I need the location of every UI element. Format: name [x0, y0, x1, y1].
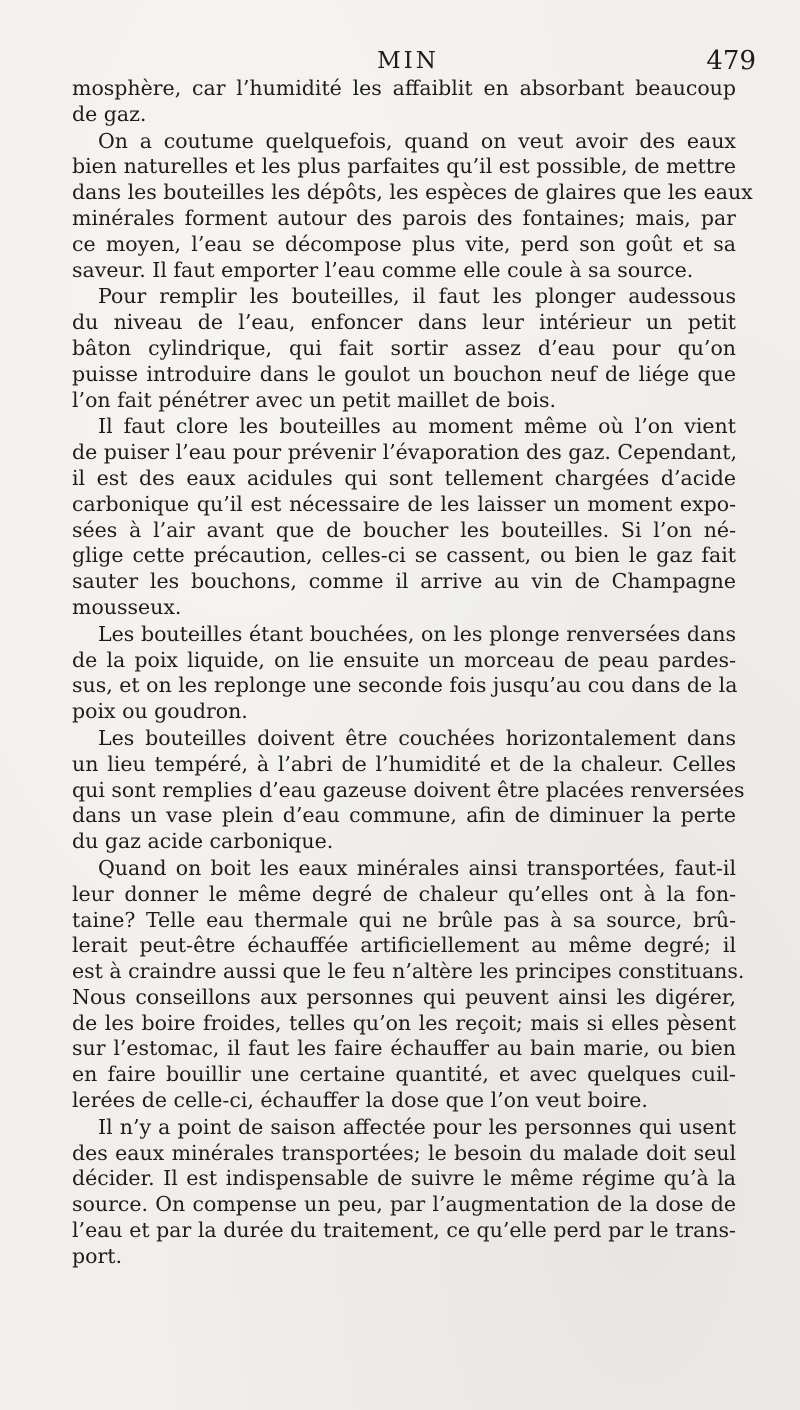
- paragraph-8: [72, 1115, 736, 1270]
- text-line: Quand on boit les eaux minérales ainsi transportées, faut-il: [98, 855, 736, 880]
- text-line: puisse introduire dans le goulot un bouchon neuf de liége que: [72, 361, 736, 386]
- text-line: source. On compense un peu, par l’augmentation de la dose de: [72, 1192, 736, 1217]
- text-line: décider. Il est indispensable de suivre le même régime qu’à la: [72, 1166, 736, 1191]
- text-line: carbonique qu’il est nécessaire de les laisser un moment expo-: [72, 491, 736, 516]
- text-line: minérales forment autour des parois des fontaines; mais, par: [72, 205, 736, 230]
- text-line: est à craindre aussi que le feu n’altère les principes constituans.: [72, 959, 745, 984]
- text-line: saveur. Il faut emporter l’eau comme elle coule à sa source.: [72, 257, 694, 282]
- text-line: l’on fait pénétrer avec un petit maillet de bois.: [72, 387, 557, 412]
- text-line: On a coutume quelquefois, quand on veut avoir des eaux: [98, 128, 736, 153]
- text-line: du niveau de l’eau, enfoncer dans leur intérieur un petit: [72, 310, 736, 335]
- text-line: de la poix liquide, on lie ensuite un morceau de peau pardes-: [72, 647, 736, 672]
- paragraph-2: [72, 128, 753, 284]
- text-line: sées à l’air avant que de boucher les bouteilles. Si l’on né-: [72, 517, 736, 542]
- text-line: il est des eaux acidules qui sont tellement chargées d’acide: [72, 465, 736, 490]
- paragraph-6: [72, 725, 745, 855]
- body-text: [72, 76, 753, 1270]
- page-number: 479: [706, 46, 756, 76]
- paragraph-1: [72, 76, 736, 128]
- text-line: un lieu tempéré, à l’abri de l’humidité et de la chaleur. Celles: [72, 751, 736, 776]
- text-line: de puiser l’eau pour prévenir l’évaporation des gaz. Cependant,: [72, 440, 737, 465]
- text-line: Nous conseillons aux personnes qui peuvent ainsi les digérer,: [72, 984, 736, 1009]
- text-line: qui sont remplies d’eau gazeuse doivent être placées renversées: [72, 777, 745, 802]
- paragraph-5: [72, 622, 736, 725]
- text-line: Pour remplir les bouteilles, il faut les plonger audessous: [98, 284, 736, 309]
- text-line: Il faut clore les bouteilles au moment même où l’on vient: [98, 414, 736, 439]
- text-line: mosphère, car l’humidité les affaiblit en absorbant beaucoup: [72, 76, 736, 100]
- text-line: bâton cylindrique, qui fait sortir assez d’eau pour qu’on: [72, 335, 736, 360]
- text-line: du gaz acide carbonique.: [72, 829, 334, 854]
- paragraph-7: [72, 855, 745, 1114]
- text-line: Les bouteilles doivent être couchées horizontalement dans: [98, 725, 736, 750]
- text-line: ce moyen, l’eau se décompose plus vite, perd son goût et sa: [72, 231, 736, 256]
- text-line: sauter les bouchons, comme il arrive au vin de Champagne: [72, 569, 736, 594]
- text-line: en faire bouillir une certaine quantité, et avec quelques cuil-: [72, 1062, 736, 1087]
- text-line: sur l’estomac, il faut les faire échauffer au bain marie, ou bien: [72, 1036, 736, 1061]
- text-line: dans un vase plein d’eau commune, afin de diminuer la perte: [72, 803, 736, 828]
- text-line: dans les bouteilles les dépôts, les espèces de glaires que les eaux: [72, 180, 753, 205]
- paragraph-3: [72, 284, 736, 413]
- text-line: leur donner le même degré de chaleur qu’elles ont à la fon-: [72, 881, 736, 906]
- text-line: Il n’y a point de saison affectée pour les personnes qui usent: [98, 1114, 736, 1139]
- page-header: [72, 44, 756, 78]
- text-line: Les bouteilles étant bouchées, on les plonge renversées dans: [98, 621, 736, 646]
- text-line: sus, et on les replonge une seconde fois jusqu’au cou dans de la: [72, 673, 738, 698]
- text-line: lerées de celle-ci, échauffer la dose que l’on veut boire.: [72, 1088, 648, 1113]
- running-head: MIN: [377, 48, 439, 74]
- text-line: glige cette précaution, celles-ci se cassent, ou bien le gaz fait: [72, 543, 736, 568]
- text-line: lerait peut-être échauffée artificiellement au même degré; il: [72, 933, 736, 958]
- text-line: l’eau et par la durée du traitement, ce qu’elle perd par le trans-: [72, 1218, 736, 1243]
- text-line: poix ou goudron.: [72, 699, 248, 724]
- text-line: bien naturelles et les plus parfaites qu’il est possible, de mettre: [72, 154, 736, 179]
- text-line: mousseux.: [72, 594, 182, 619]
- text-line: port.: [72, 1243, 123, 1268]
- paragraph-4: [72, 414, 736, 620]
- text-line: des eaux minérales transportées; le besoin du malade doit seul: [72, 1140, 736, 1165]
- text-line: de les boire froides, telles qu’on les reçoit; mais si elles pèsent: [72, 1010, 736, 1035]
- text-line: de gaz.: [72, 101, 147, 126]
- text-line: taine? Telle eau thermale qui ne brûle pas à sa source, brû-: [72, 907, 736, 932]
